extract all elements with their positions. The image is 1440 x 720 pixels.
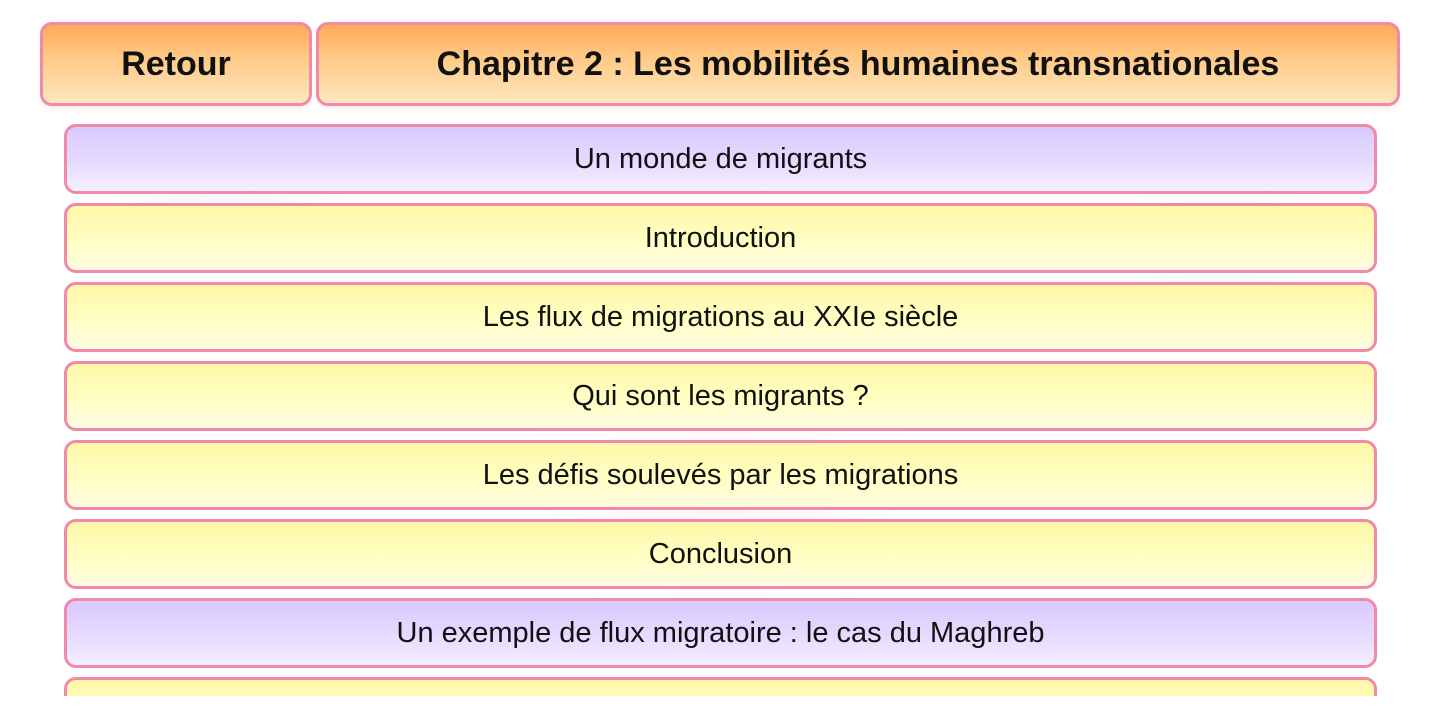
- header-bar: [40, 22, 1400, 110]
- menu-item-partial[interactable]: [64, 677, 1377, 696]
- menu-item-un-monde-de-migrants[interactable]: Un monde de migrants: [64, 124, 1377, 194]
- chapter-title: Chapitre 2 : Les mobilités humaines transnationales: [316, 22, 1400, 106]
- menu-item-introduction[interactable]: Introduction: [64, 203, 1377, 273]
- menu-item-flux-de-migrations[interactable]: Les flux de migrations au XXIe siècle: [64, 282, 1377, 352]
- menu-item-qui-sont-les-migrants[interactable]: Qui sont les migrants ?: [64, 361, 1377, 431]
- menu-item-conclusion[interactable]: Conclusion: [64, 519, 1377, 589]
- chapter-menu: [64, 124, 1377, 696]
- menu-item-defis-migrations[interactable]: Les défis soulevés par les migrations: [64, 440, 1377, 510]
- back-button[interactable]: Retour: [40, 22, 312, 106]
- menu-item-cas-du-maghreb[interactable]: Un exemple de flux migratoire : le cas du Maghreb: [64, 598, 1377, 668]
